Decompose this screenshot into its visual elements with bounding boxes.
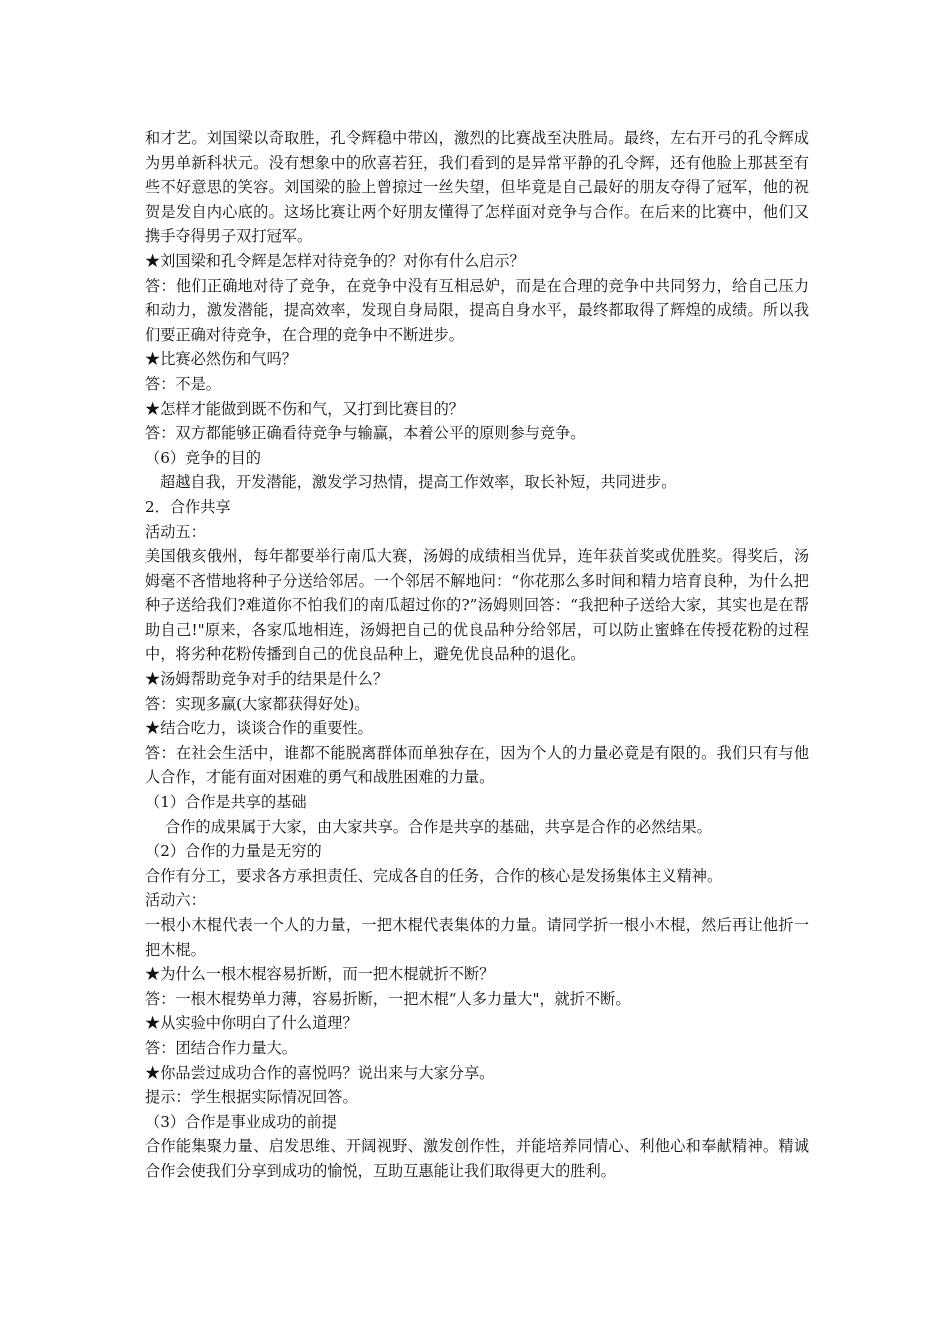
- subheading-sharing-basis: （1）合作是共享的基础: [145, 793, 307, 812]
- activity-six-label: 活动六：: [145, 891, 206, 910]
- subheading-success-premise: （3）合作是事业成功的前提: [145, 1112, 337, 1131]
- sharing-basis-text: 合作的成果属于大家，由大家共享。合作是共享的基础，共享是合作的必然结果。: [165, 817, 712, 836]
- question-7: ★从实验中你明白了什么道理？: [145, 1014, 358, 1033]
- answer-3: 答：双方都能够正确看待竞争与输赢，本着公平的原则参与竞争。: [145, 424, 586, 443]
- answer-6: 答：一根木棍势单力薄，容易折断，一把木棍“人多力量大"，就折不断。: [145, 989, 631, 1008]
- answer-5: 答：在社会生活中，谁都不能脱离群体而单独存在，因为个人的力量必竟是有限的。我们只有与他人合作，才能有面对困难的勇气和战胜困难的力量。: [145, 743, 809, 787]
- sticks-experiment-paragraph: 一根小木棍代表一个人的力量，一把木棍代表集体的力量。请同学折一根小木棍，然后再让他折一把木棍。: [145, 916, 809, 959]
- story-paragraph-continued: 和才艺。刘国梁以奇取胜，孔令辉稳中带凶，激烈的比赛战至决胜局。最终，左右开弓的孔令辉成为男单新科状元。没有想象中的欣喜若狂，我们看到的是异常平静的孔令辉，还有他脸上那甚至有些不好意思的笑容。刘国梁的脸上曾掠过一丝失望，但毕竟是自己最好的朋友夺得了冠军，他的祝贺是发自内心底的。这场比赛让两个好朋友懂得了怎样面对竞争与合作。在后来的比赛中，他们又携手夺得男子双打冠军。: [145, 129, 809, 246]
- pumpkin-story-paragraph: 美国俄亥俄州，每年都要举行南瓜大赛，汤姆的成绩相当优异，连年获首奖或优胜奖。得奖后，汤姆毫不吝惜地将种子分送给邻居。一个邻居不解地问：“你花那么多时间和精力培育良种，为什么把种子送给我们?难道你不怕我们的南瓜超过你的?”汤姆则回答：“我把种子送给大家，其实也是在帮助自己!"原来，各家瓜地相连，汤姆把自己的优良品种分给邻居，可以防止蜜蜂在传授花粉的过程中，将劣种花粉传播到自己的优良品种上，避免优良品种的退化。: [145, 547, 809, 664]
- success-premise-text: 合作能集聚力量、启发思维、开阔视野、激发创作性，并能培养同情心、利他心和奉献精神。精诚合作会使我们分享到成功的愉悦，互助互惠能让我们取得更大的胜利。: [145, 1137, 809, 1180]
- cooperation-power-text: 合作有分工，要求各方承担责任、完成各自的任务，合作的核心是发扬集体主义精神。: [145, 866, 723, 885]
- activity-five-label: 活动五：: [145, 522, 206, 541]
- hint-8: 提示：学生根据实际情况回答。: [145, 1088, 358, 1107]
- subheading-competition-purpose: （6）竞争的目的: [145, 448, 261, 467]
- question-8: ★你品尝过成功合作的喜悦吗？说出来与大家分享。: [145, 1063, 495, 1082]
- question-6: ★为什么一根木棍容易折断，而一把木棍就折不断？: [145, 965, 495, 984]
- answer-7: 答：团结合作力量大。: [145, 1038, 297, 1057]
- answer-4: 答：实现多赢(大家都获得好处)。: [145, 694, 370, 713]
- question-3: ★怎样才能做到既不伤和气，又打到比赛目的？: [145, 399, 464, 418]
- section-heading-cooperation: 2．合作共享: [145, 497, 231, 516]
- question-5: ★结合吃力，谈谈合作的重要性。: [145, 719, 373, 738]
- question-2: ★比赛必然伤和气吗？: [145, 350, 297, 369]
- subheading-cooperation-power: （2）合作的力量是无穷的: [145, 842, 322, 861]
- answer-1: 答：他们正确地对待了竞争，在竞争中没有互相忌妒，而是在合理的竞争中共同努力，给自己压力和动力，激发潜能，提高效率，发现自身局限，提高自身水平，最终都取得了辉煌的成绩。所以我们要正确对待竞争，在合理的竞争中不断进步。: [145, 276, 809, 344]
- answer-2: 答：不是。: [145, 374, 221, 393]
- document-page: [145, 126, 809, 1184]
- question-1: ★刘国梁和孔令辉是怎样对待竞争的？对你有什么启示？: [145, 251, 525, 270]
- competition-purpose-text: 超越自我，开发潜能，激发学习热情，提高工作效率，取长补短，共同进步。: [160, 473, 677, 492]
- question-4: ★汤姆帮助竞争对手的结果是什么？: [145, 670, 388, 689]
